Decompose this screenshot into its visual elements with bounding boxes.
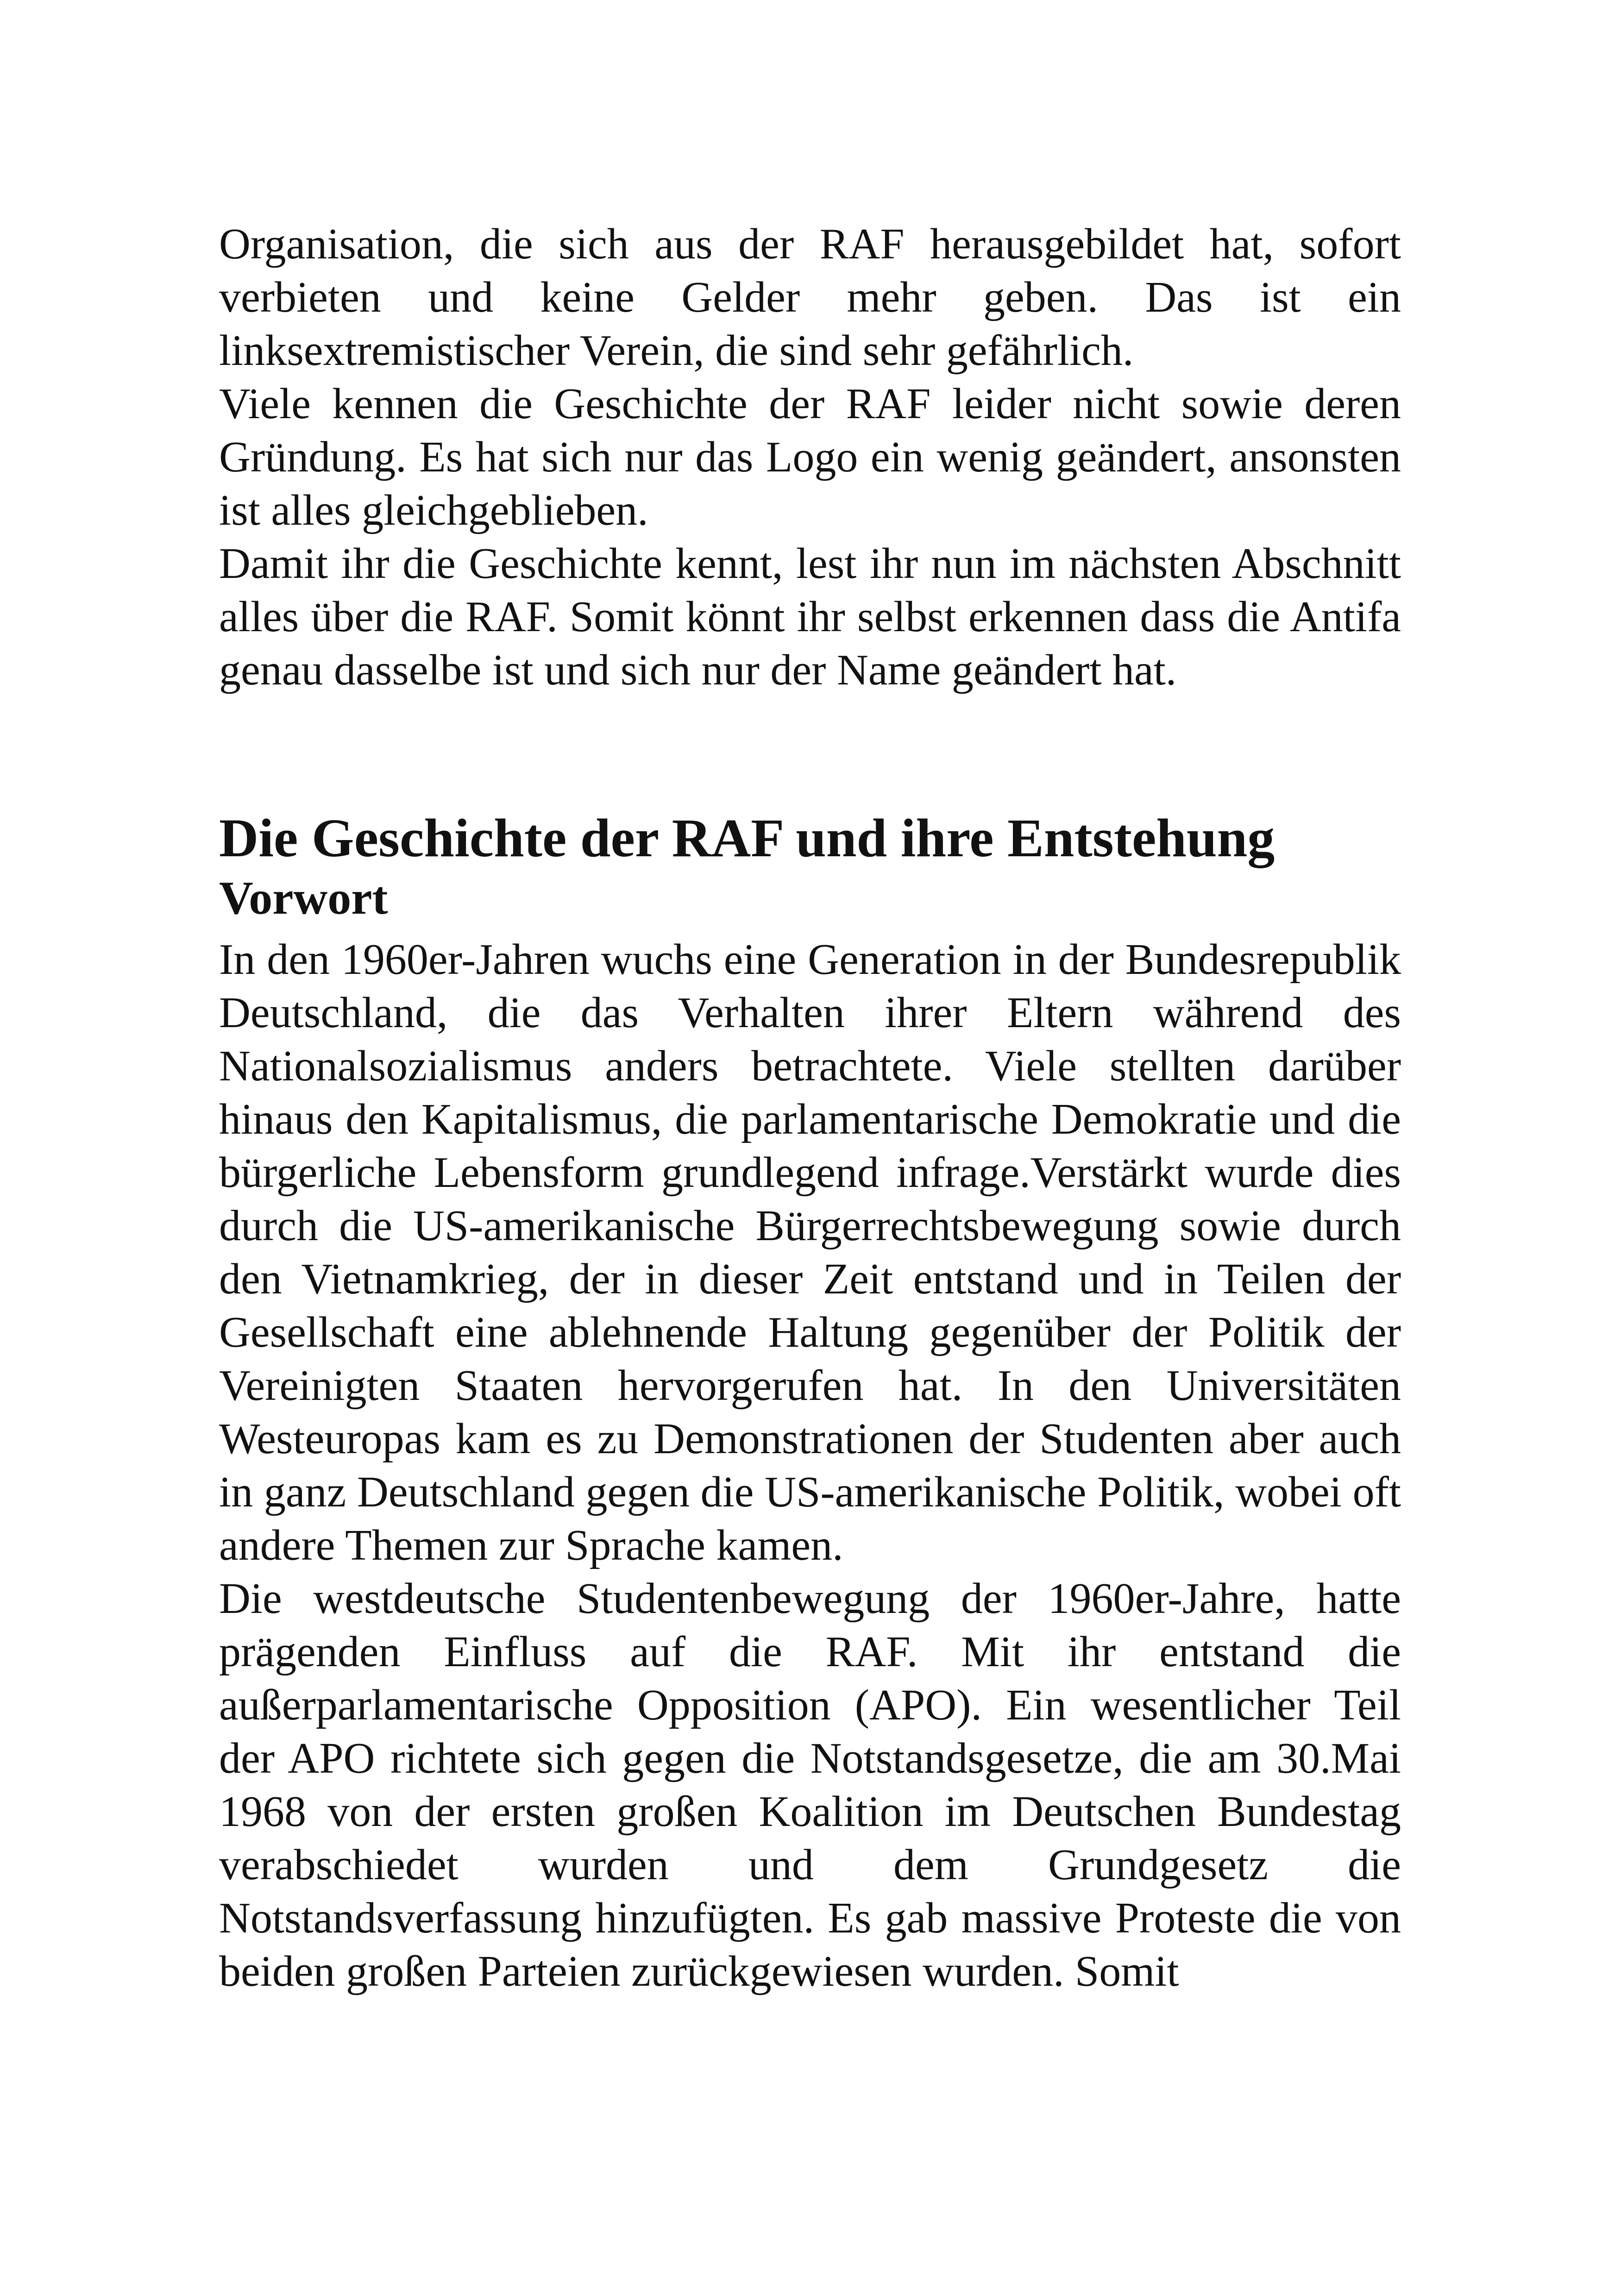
body-section	[219, 933, 1401, 1998]
intro-paragraph-3: Damit ihr die Geschichte kennt, lest ihr nun im nächsten Abschnitt alles über die RAF. Somit könnt ihr selbst erkennen dass die Antifa genau dasselbe ist und sich nur der Name geändert hat.	[219, 539, 1401, 694]
body-paragraph-1: In den 1960er-Jahren wuchs eine Generation in der Bundesrepublik Deutschland, die das Verhalten ihrer Eltern während des Nationalsozialismus anders betrachtete. Viele stellten darüber hinaus den Kapitalismus, die parlamentarische Demokratie und die bürgerliche Lebensform grundlegend infrage.Verstärkt wurde dies durch die US-amerikanische Bürgerrechtsbewegung sowie durch den Vietnamkrieg, der in dieser Zeit entstand und in Teilen der Gesellschaft eine ablehnende Haltung gegenüber der Politik der Vereinigten Staaten hervorgerufen hat. In den Universitäten Westeuropas kam es zu Demonstrationen der Studenten aber auch in ganz Deutschland gegen die US-amerikanische Politik, wobei oft andere Themen zur Sprache kamen.	[219, 935, 1401, 1569]
body-paragraph-2: Die westdeutsche Studentenbewegung der 1960er-Jahre, hatte prägenden Einfluss auf die RAF. Mit ihr entstand die außerparlamentarische Opposition (APO). Ein wesentlicher Teil der APO richtete sich gegen die Notstandsgesetze, die am 30.Mai 1968 von der ersten großen Koalition im Deutschen Bundestag verabschiedet wurden und dem Grundgesetz die Notstandsverfassung hinzufügten. Es gab massive Proteste die von beiden großen Parteien zurückgewiesen wurden. Somit	[219, 1575, 1401, 1995]
subsection-heading: Vorwort	[219, 872, 388, 924]
section-heading: Die Geschichte der RAF und ihre Entstehung	[219, 808, 1275, 868]
intro-paragraph-2: Viele kennen die Geschichte der RAF leider nicht sowie deren Gründung. Es hat sich nur das Logo ein wenig geändert, ansonsten ist alles gleichgeblieben.	[219, 380, 1401, 534]
intro-paragraph-1: Organisation, die sich aus der RAF herausgebildet hat, sofort verbieten und keine Gelder mehr geben. Das ist ein linksextremistischer Verein, die sind sehr gefährlich.	[219, 220, 1401, 375]
intro-section	[219, 218, 1401, 697]
